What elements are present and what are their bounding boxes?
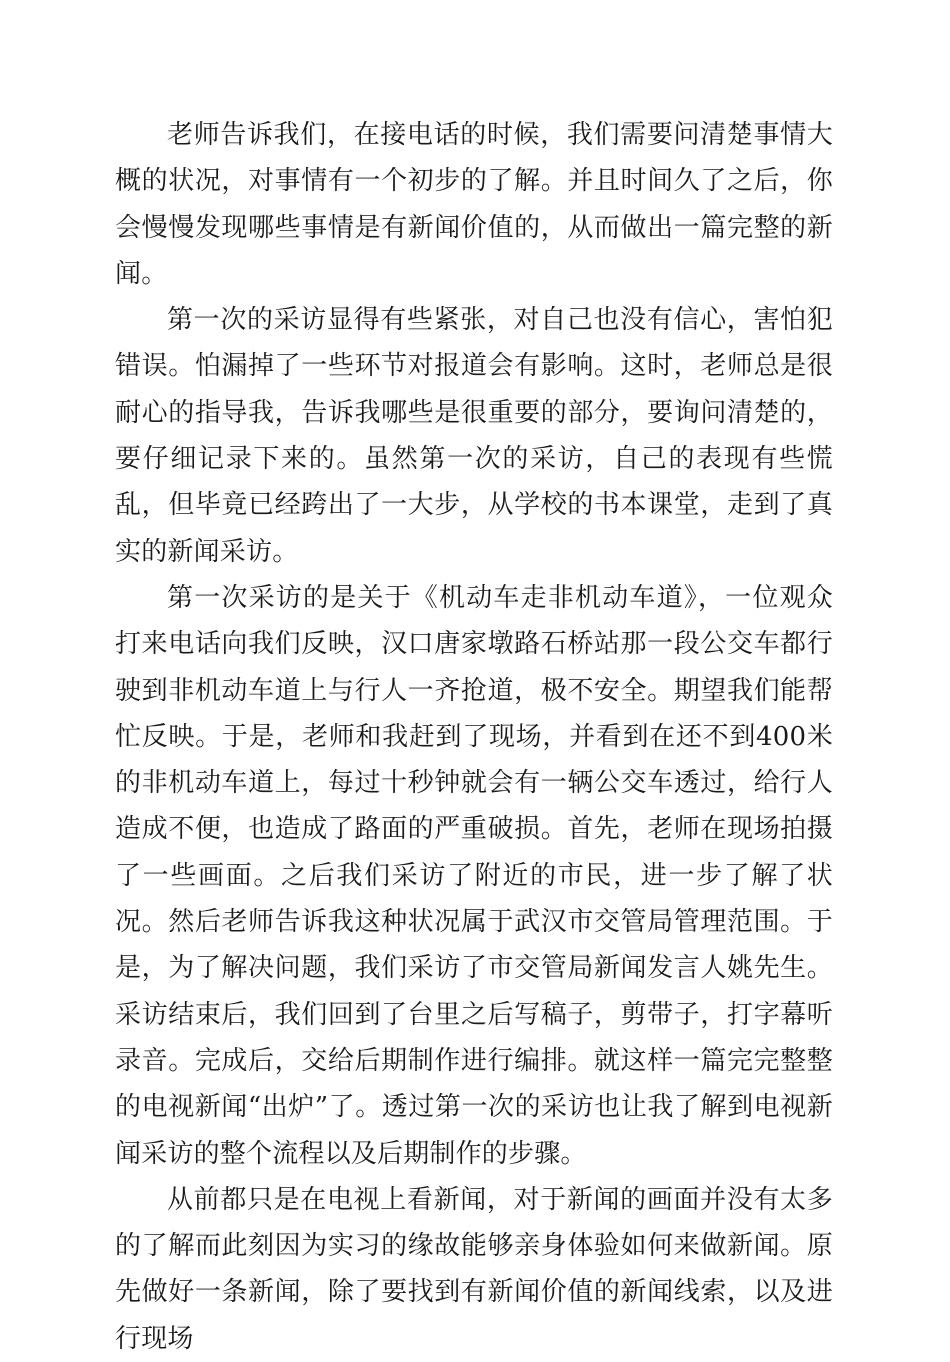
paragraph-2: 第一次的采访显得有些紧张，对自己也没有信心，害怕犯错误。怕漏掉了一些环节对报道会有影响。这时，老师总是很耐心的指导我，告诉我哪些是很重要的部分，要询问清楚的，要仔细记录下来的。虽然第一次的采访，自己的表现有些慌乱，但毕竟已经跨出了一大步，从学校的书本课堂，走到了真实的新闻采访。 (115, 305, 833, 567)
document-body (115, 112, 833, 1362)
paragraph-1: 老师告诉我们，在接电话的时候，我们需要问清楚事情大概的状况，对事情有一个初步的了解。并且时间久了之后，你会慢慢发现哪些事情是有新闻价值的，从而做出一篇完整的新闻。 (115, 120, 833, 289)
paragraph-3: 第一次采访的是关于《机动车走非机动车道》，一位观众打来电话向我们反映，汉口唐家墩路石桥站那一段公交车都行驶到非机动车道上与行人一齐抢道，极不安全。期望我们能帮忙反映。于是，老师和我赶到了现场，并看到在还不到400米的非机动车道上，每过十秒钟就会有一辆公交车透过，给行人造成不便，也造成了路面的严重破损。首先，老师在现场拍摄了一些画面。之后我们采访了附近的市民，进一步了解了状况。然后老师告诉我这种状况属于武汉市交管局管理范围。于是，为了解决问题，我们采访了市交管局新闻发言人姚先生。采访结束后，我们回到了台里之后写稿子，剪带子，打字幕听录音。完成后，交给后期制作进行编排。就这样一篇完完整整的电视新闻“出炉”了。透过第一次的采访也让我了解到电视新闻采访的整个流程以及后期制作的步骤。 (115, 582, 833, 1169)
paragraph-4: 从前都只是在电视上看新闻，对于新闻的画面并没有太多的了解而此刻因为实习的缘故能够亲身体验如何来做新闻。原先做好一条新闻，除了要找到有新闻价值的新闻线索，以及进行现场 (115, 1184, 833, 1354)
